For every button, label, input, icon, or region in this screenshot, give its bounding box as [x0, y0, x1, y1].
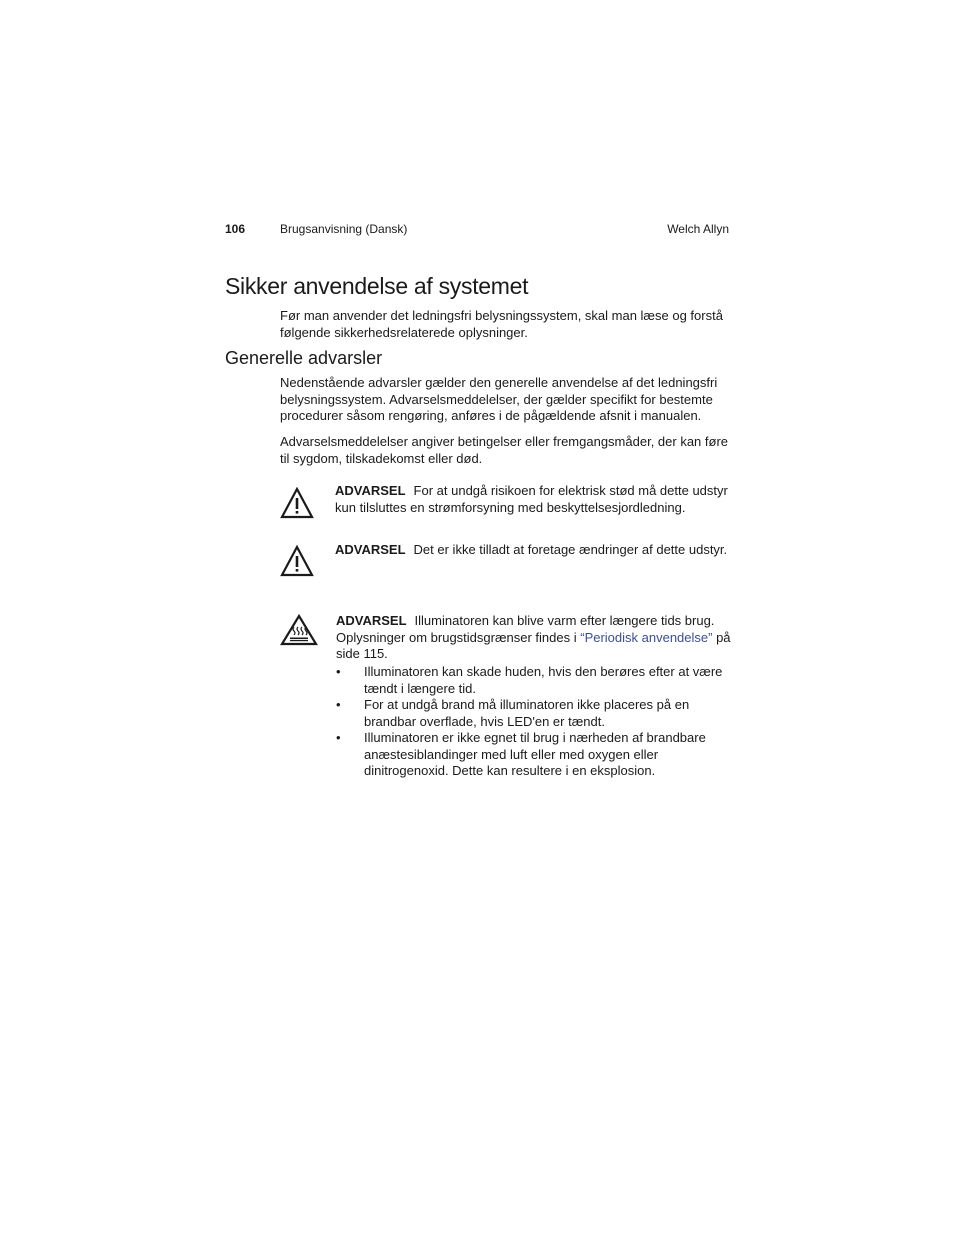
bullet-icon: •	[336, 730, 341, 745]
warning-triangle-icon	[280, 545, 314, 577]
subsection-paragraph-2: Advarselsmeddelelser angiver betingelser eller fremgangsmåder, der kan føre til sygdom, tilskadekomst eller død.	[280, 434, 728, 466]
bullet-text: Illuminatoren kan skade huden, hvis den berøres efter at være tændt i længere tid.	[364, 664, 723, 696]
page-number: 106	[225, 222, 246, 236]
warning-2-label: ADVARSEL	[335, 542, 406, 557]
list-item	[336, 730, 736, 780]
subsection-paragraph-1: Nedenstående advarsler gælder den generelle anvendelse af det ledningsfri belysningssystem. Advarselsmeddelelser, der gælder specifikt for bestemte procedurer såsom rengøring, anføres i de pågældende afsnit i manualen.	[280, 375, 718, 423]
warning-1	[335, 483, 735, 516]
warning-3-label: ADVARSEL	[336, 613, 407, 628]
warning-2	[335, 542, 735, 559]
document-title: Brugsanvisning (Dansk)	[280, 222, 408, 236]
warning-1-text: For at undgå risikoen for elektrisk stød må dette udstyr kun tilsluttes en strømforsyning med beskyttelsesjordledning.	[335, 483, 728, 515]
section-intro: Før man anvender det ledningsfri belysningssystem, skal man læse og forstå følgende sikkerhedsrelaterede oplysninger.	[280, 308, 723, 340]
list-item	[336, 697, 736, 730]
warning-1-label: ADVARSEL	[335, 483, 406, 498]
subsection-title: Generelle advarsler	[225, 348, 383, 368]
section-title: Sikker anvendelse af systemet	[225, 273, 529, 299]
hot-surface-icon	[280, 614, 318, 646]
brand-name: Welch Allyn	[667, 222, 729, 236]
list-item	[336, 664, 736, 697]
bullet-icon: •	[336, 664, 341, 679]
warning-3-bullet-list	[336, 664, 736, 780]
warning-3-text: Illuminatoren kan blive varm efter længere tids brug. Oplysninger om brugstidsgrænser findes i	[336, 613, 715, 645]
bullet-icon: •	[336, 697, 341, 712]
bullet-text: Illuminatoren er ikke egnet til brug i nærheden af brandbare anæstesiblandinger med luft eller med oxygen eller dinitrogenoxid. Dette kan resultere i en eksplosion.	[364, 730, 706, 778]
warning-triangle-icon	[280, 487, 314, 519]
warning-3	[336, 613, 736, 663]
bullet-text: For at undgå brand må illuminatoren ikke placeres på en brandbar overflade, hvis LED'en er tændt.	[364, 697, 690, 729]
warning-3-text-end: på side 115.	[336, 629, 731, 661]
warning-2-text: Det er ikke tilladt at foretage ændringer af dette udstyr.	[413, 542, 728, 557]
periodic-use-link[interactable]: “Periodisk anvendelse”	[580, 629, 713, 645]
